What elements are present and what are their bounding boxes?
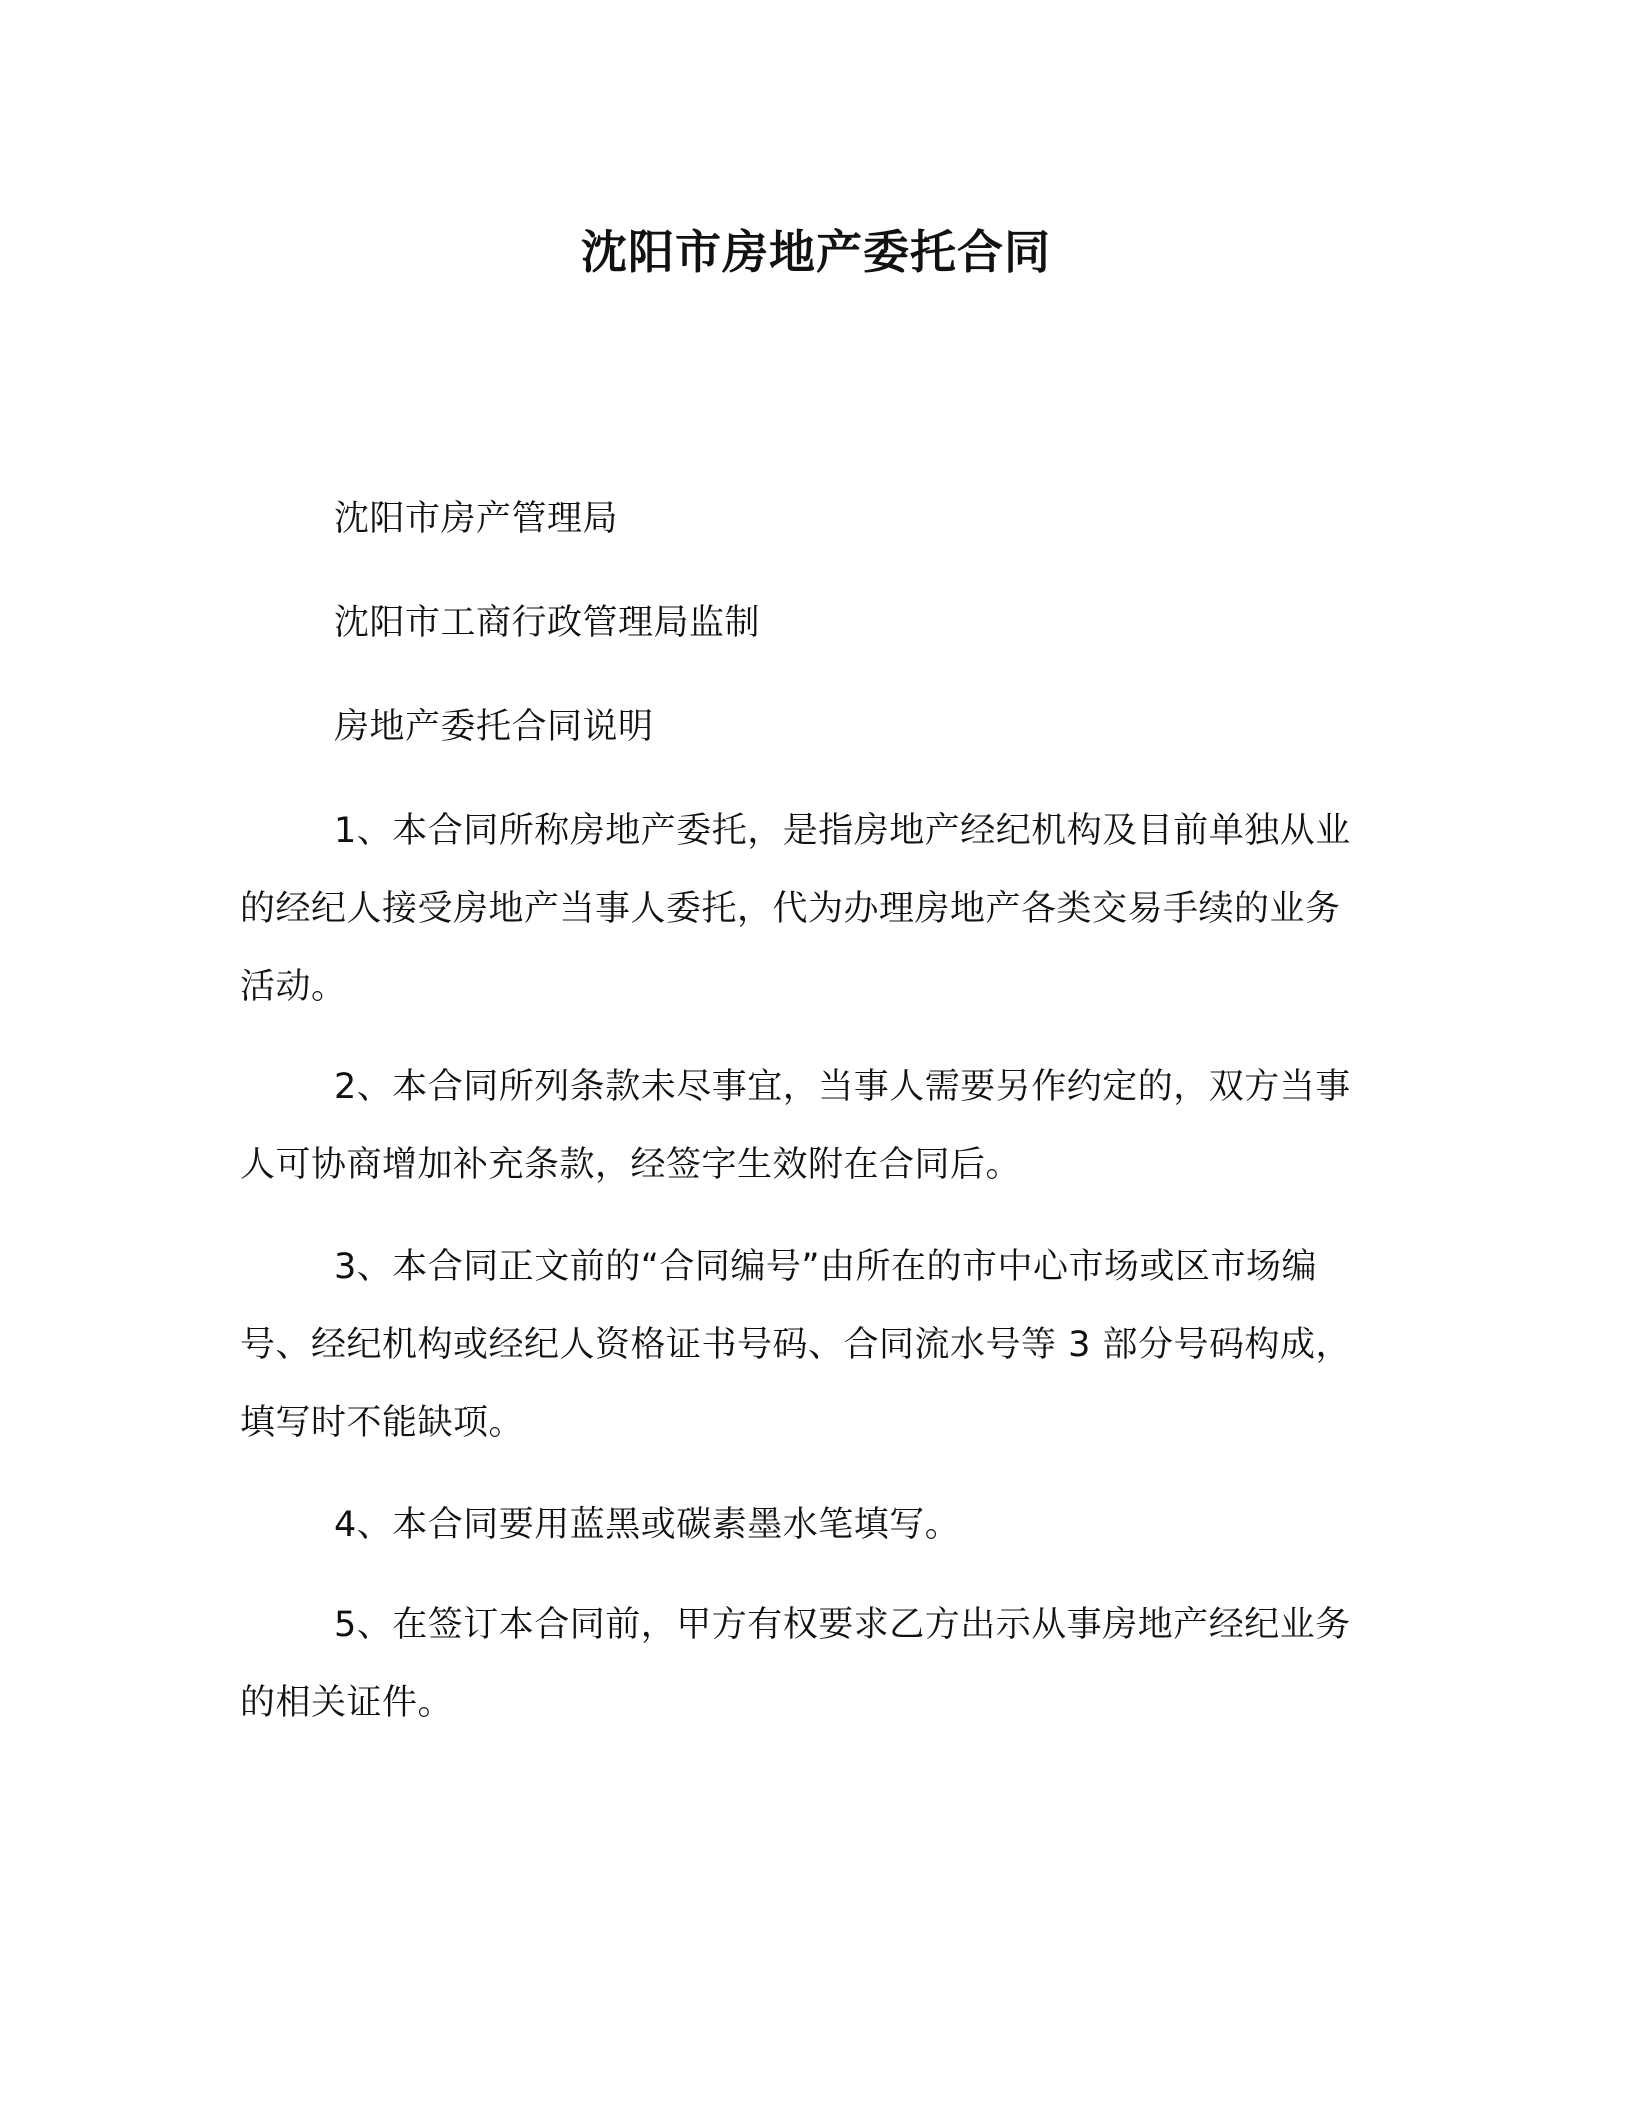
clause-2: 2、本合同所列条款未尽事宜，当事人需要另作约定的，双方当事人可协商增加补充条款，经签字生效附在合同后。 bbox=[240, 1067, 1351, 1185]
clause-1: 1、本合同所称房地产委托，是指房地产经纪机构及目前单独从业的经纪人接受房地产当事人委托，代为办理房地产各类交易手续的业务活动。 bbox=[240, 811, 1351, 1007]
document-title: 沈阳市房地产委托合同 bbox=[581, 225, 1051, 279]
issuer-housing-bureau: 沈阳市房产管理局 bbox=[334, 499, 619, 539]
clause-3: 3、本合同正文前的“合同编号”由所在的市中心市场或区市场编号、经纪机构或经纪人资格证书号码、合同流水号等 3 部分号码构成，填写时不能缺项。 bbox=[240, 1247, 1352, 1443]
section-heading: 房地产委托合同说明 bbox=[334, 707, 654, 747]
issuer-commerce-bureau: 沈阳市工商行政管理局监制 bbox=[334, 603, 761, 643]
clause-4: 4、本合同要用蓝黑或碳素墨水笔填写。 bbox=[334, 1505, 961, 1545]
clause-5: 5、在签订本合同前，甲方有权要求乙方出示从事房地产经纪业务的相关证件。 bbox=[240, 1605, 1351, 1723]
